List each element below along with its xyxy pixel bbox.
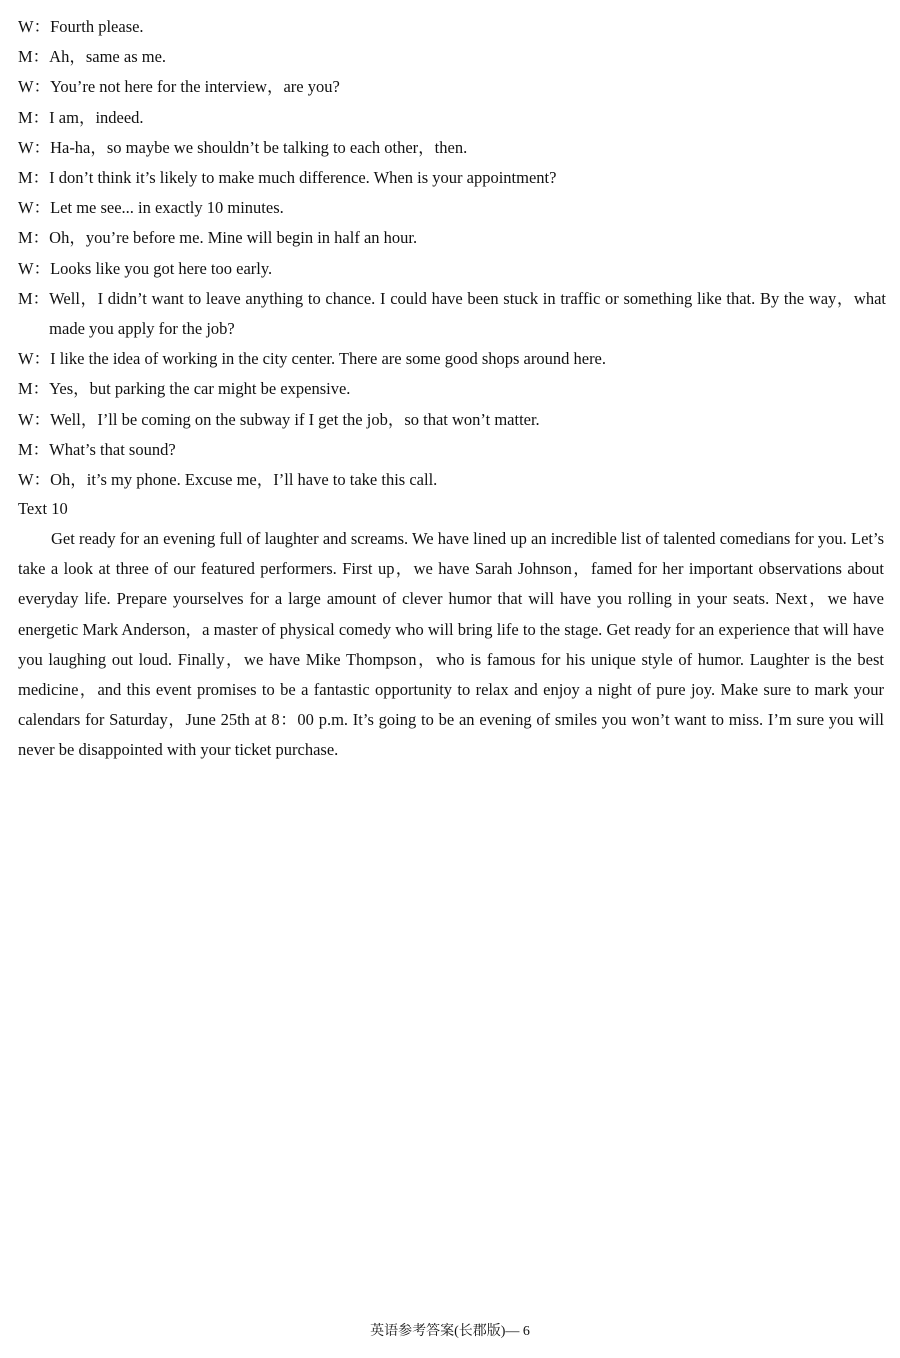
dialogue-line (18, 465, 886, 495)
dialogue-line (18, 193, 886, 223)
speaker-label: W： (18, 17, 51, 36)
page-footer: 英语参考答案(长郡版)— 6 (370, 1324, 530, 1339)
dialogue-line (18, 284, 886, 344)
speaker-label: M： (18, 107, 50, 127)
speaker-label: W： (18, 349, 51, 369)
utterance-text: I am，indeed. (49, 107, 144, 127)
speaker-label: W： (18, 258, 51, 278)
dialogue-line (18, 12, 886, 42)
utterance-text: Ah，same as me. (49, 47, 167, 67)
dialogue-line (18, 103, 886, 133)
speaker-label: M： (18, 439, 50, 459)
dialogue-line (18, 163, 886, 193)
speaker-label: M： (18, 228, 50, 248)
speaker-label: W： (18, 470, 51, 490)
utterance-text: Oh，you’re before me. Mine will begin in half an hour. (49, 228, 418, 248)
utterance-text: Ha-ha，so maybe we shouldn’t be talking to each other，then. (50, 137, 468, 157)
dialogue-line (18, 223, 886, 253)
speaker-label: W： (18, 409, 51, 429)
utterance-text: I like the idea of working in the city center. There are some good shops around here. (50, 349, 607, 369)
utterance-text: Let me see... in exactly 10 minutes. (50, 198, 284, 218)
utterance-text: Oh，it’s my phone. Excuse me，I’ll have to take this call. (50, 470, 438, 490)
dialogue-line (18, 374, 886, 404)
dialogue-line (18, 435, 886, 465)
utterance-text: What’s that sound? (49, 439, 176, 459)
utterance-text: I don’t think it’s likely to make much difference. When is your appointment? (49, 168, 557, 188)
utterance-text: Yes，but parking the car might be expensive. (49, 379, 351, 399)
utterance-text: Well，I’ll be coming on the subway if I get the job，so that won’t matter. (50, 409, 540, 429)
utterance-text: Fourth please. (50, 17, 144, 36)
dialogue-transcript (18, 12, 886, 495)
speaker-label: M： (18, 47, 50, 67)
dialogue-line (18, 405, 886, 435)
dialogue-line (18, 254, 886, 284)
speaker-label: W： (18, 77, 51, 97)
speaker-label: M： (18, 379, 50, 399)
section-heading: Text 10 (18, 499, 68, 518)
dialogue-line (18, 72, 886, 102)
utterance-text: You’re not here for the interview，are you? (50, 77, 340, 97)
dialogue-line (18, 42, 886, 72)
passage-paragraph: Get ready for an evening full of laughter and screams. We have lined up an incredible list of talented comedians for you. Let’s take a look at three of our featured performers. First up，we have Sarah Johnson，famed for her important observations about everyday life. Prepare yourselves for a large amount of clever humor that will have you rolling in your seats. Next，we have energetic Mark Anderson，a master of physical comedy who will bring life to the stage. Get ready for an experience that will have you laughing out loud. Finally，we have Mike Thompson，who is famous for his unique style of humor. Laughter is the best medicine，and this event promises to be a fantastic opportunity to relax and enjoy a night of pure joy. Make sure to mark your calendars for Saturday，June 25th at 8：00 p.m. It’s going to be an evening of smiles you won’t want to miss. I’m sure you will never be disappointed with your ticket purchase. (18, 529, 884, 760)
speaker-label: W： (18, 198, 51, 218)
dialogue-line (18, 133, 886, 163)
speaker-label: M： (18, 288, 50, 308)
speaker-label: M： (18, 168, 50, 188)
dialogue-line (18, 344, 886, 374)
speaker-label: W： (18, 137, 51, 157)
utterance-text: Well，I didn’t want to leave anything to chance. I could have been stuck in traffic or something like that. By the way，what made you apply for the job? (49, 288, 886, 339)
utterance-text: Looks like you got here too early. (50, 258, 273, 278)
